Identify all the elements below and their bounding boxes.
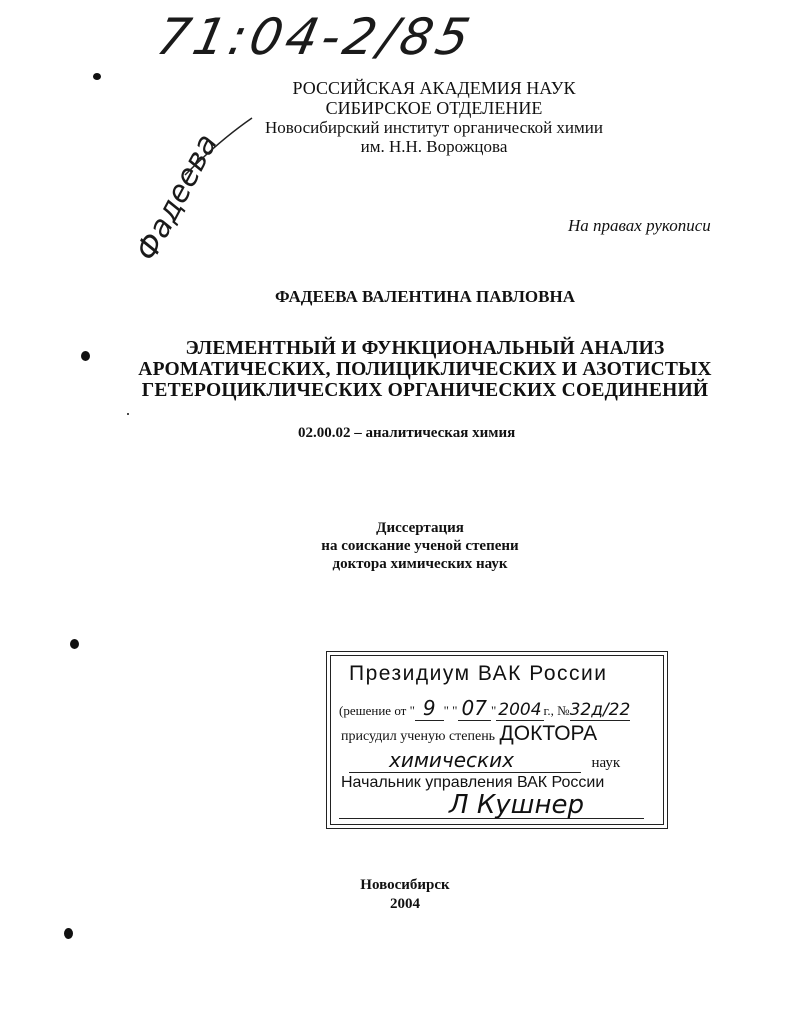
award-prefix: присудил ученую степень <box>341 729 496 744</box>
decision-year-suffix: г., № <box>543 703 570 718</box>
stamp-signature: Л Кушнер <box>449 790 584 820</box>
field-handwritten: химических <box>349 748 581 773</box>
title-line-3: ГЕТЕРОЦИКЛИЧЕСКИХ ОРГАНИЧЕСКИХ СОЕДИНЕНИЙ <box>141 380 709 401</box>
scan-speck <box>93 73 101 80</box>
title-line-1: ЭЛЕМЕНТНЫЙ И ФУНКЦИОНАЛЬНЫЙ АНАЛИЗ <box>185 338 665 359</box>
title-line-2: АРОМАТИЧЕСКИХ, ПОЛИЦИКЛИЧЕСКИХ И АЗОТИСТЫХ <box>138 359 712 380</box>
decision-prefix: (решение от " <box>339 703 415 718</box>
specialty: 02.00.02 – аналитическая химия <box>298 425 516 441</box>
degree-block <box>220 519 620 573</box>
degree-line-1: Диссертация <box>376 520 464 536</box>
degree-line-2: на соискание ученой степени <box>321 538 519 554</box>
footer-city: Новосибирск <box>360 877 450 893</box>
header-institute: Новосибирский институт органической химии <box>265 118 603 137</box>
rights-note: На правах рукописи <box>568 216 711 235</box>
footer <box>330 876 480 914</box>
signature-stroke <box>180 110 260 180</box>
decision-year: 2004 <box>498 700 542 720</box>
decision-number: 32д/22 <box>569 700 631 720</box>
margin-signature: Фадеева <box>129 128 225 267</box>
stamp-award-line <box>341 722 597 746</box>
author-name: ФАДЕЕВА ВАЛЕНТИНА ПАВЛОВНА <box>275 287 575 306</box>
stamp-heading: Президиум ВАК России <box>349 662 608 685</box>
dissertation-title <box>0 338 798 401</box>
scan-speck <box>127 413 129 415</box>
stamp-field-line <box>349 748 649 773</box>
decision-day: 9 <box>415 696 444 721</box>
field-suffix: наук <box>591 755 621 771</box>
decision-mid1: " " <box>443 703 458 718</box>
header-branch: СИБИРСКОЕ ОТДЕЛЕНИЕ <box>325 98 543 118</box>
degree-level: ДОКТОРА <box>499 722 598 745</box>
header-named-after: им. Н.Н. Ворожцова <box>360 137 508 156</box>
archive-number: 71:04-2/85 <box>151 8 479 66</box>
scan-speck <box>70 639 79 649</box>
stamp-chief: Начальник управления ВАК России <box>341 774 605 791</box>
stamp-decision-line <box>339 696 630 721</box>
footer-year: 2004 <box>390 896 420 912</box>
decision-month: 07 <box>458 696 491 721</box>
header-academy: РОССИЙСКАЯ АКАДЕМИЯ НАУК <box>292 78 576 98</box>
vak-stamp <box>330 655 664 825</box>
scan-speck <box>81 351 90 361</box>
degree-line-3: доктора химических наук <box>332 556 508 572</box>
stamp-signature-line <box>339 792 644 819</box>
scan-speck <box>64 928 73 939</box>
decision-mid2: " <box>490 703 497 718</box>
institution-header <box>0 78 798 156</box>
